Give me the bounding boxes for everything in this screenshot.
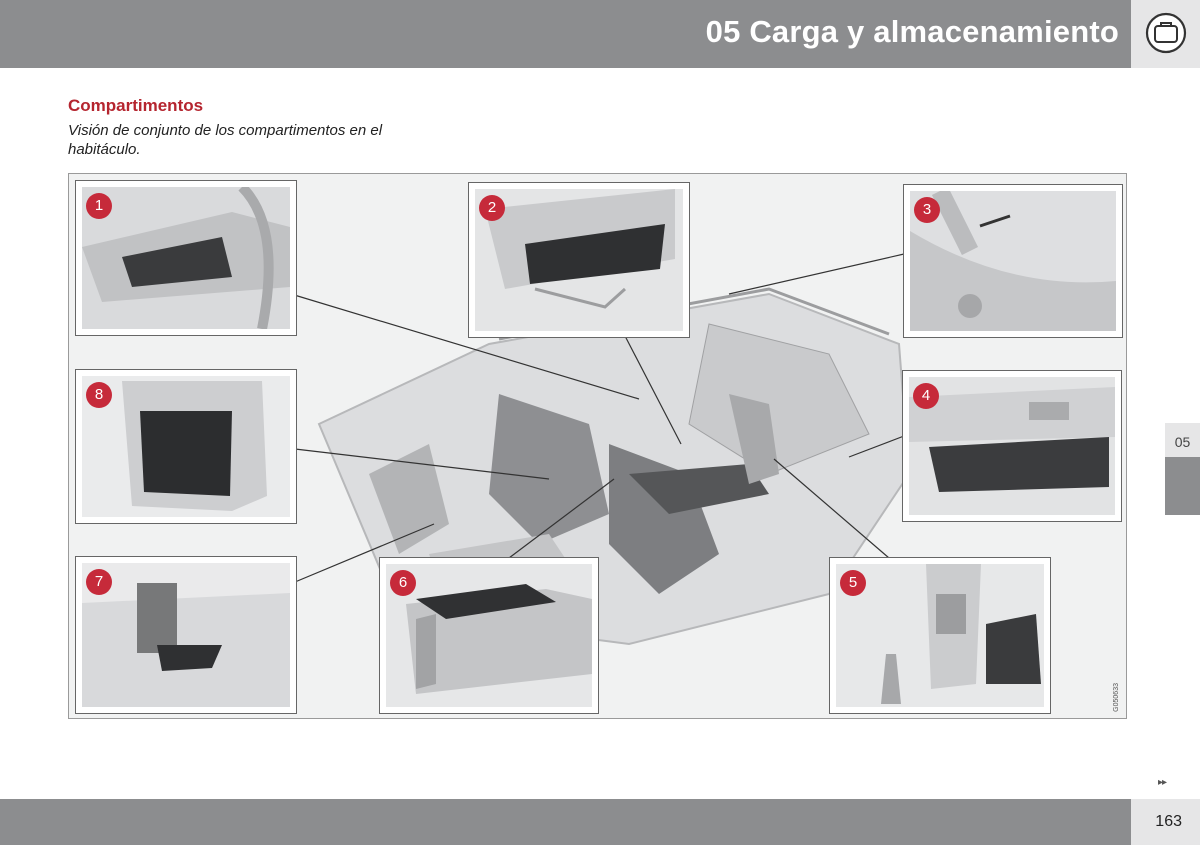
callout-badge: 4 (913, 383, 939, 409)
glovebox-image (909, 377, 1115, 515)
callout-seat-front-pocket (468, 182, 690, 338)
rear-armrest-image (82, 563, 290, 707)
side-tab-label: 05 (1165, 423, 1200, 457)
page-header (0, 0, 1131, 68)
door-pocket-image (82, 187, 290, 329)
callout-badge: 2 (479, 195, 505, 221)
callout-seatback-pocket (75, 369, 297, 524)
next-page-indicator: ▸▸ (1158, 777, 1167, 788)
callout-badge: 7 (86, 569, 112, 595)
seat-pocket-image (475, 189, 683, 331)
interior-overview-figure (68, 173, 1127, 719)
page-number: 163 (1155, 813, 1182, 830)
page-footer (0, 799, 1131, 845)
callout-sun-visor (903, 184, 1123, 338)
center-console-image (836, 564, 1044, 707)
callout-front-armrest-storage (379, 557, 599, 714)
sun-visor-image (910, 191, 1116, 331)
callout-center-console-storage (829, 557, 1051, 714)
callout-badge: 3 (914, 197, 940, 223)
chapter-side-tab (1165, 423, 1200, 515)
suitcase-icon (1145, 12, 1187, 54)
callout-badge: 5 (840, 570, 866, 596)
front-armrest-image (386, 564, 592, 707)
callout-badge: 8 (86, 382, 112, 408)
seatback-pocket-image (82, 376, 290, 517)
figure-code: G050633 (1113, 683, 1120, 712)
section-subtitle: Visión de conjunto de los compartimentos en el habitáculo. (68, 122, 383, 158)
section-title: Compartimentos (68, 96, 204, 115)
callout-glovebox (902, 370, 1122, 522)
page-number-box (1131, 799, 1200, 845)
chapter-icon-box (1131, 0, 1200, 68)
callout-rear-armrest (75, 556, 297, 714)
chapter-title: 05 Carga y almacenamiento (705, 14, 1119, 49)
callout-door-pocket (75, 180, 297, 336)
callout-badge: 6 (390, 570, 416, 596)
callout-badge: 1 (86, 193, 112, 219)
